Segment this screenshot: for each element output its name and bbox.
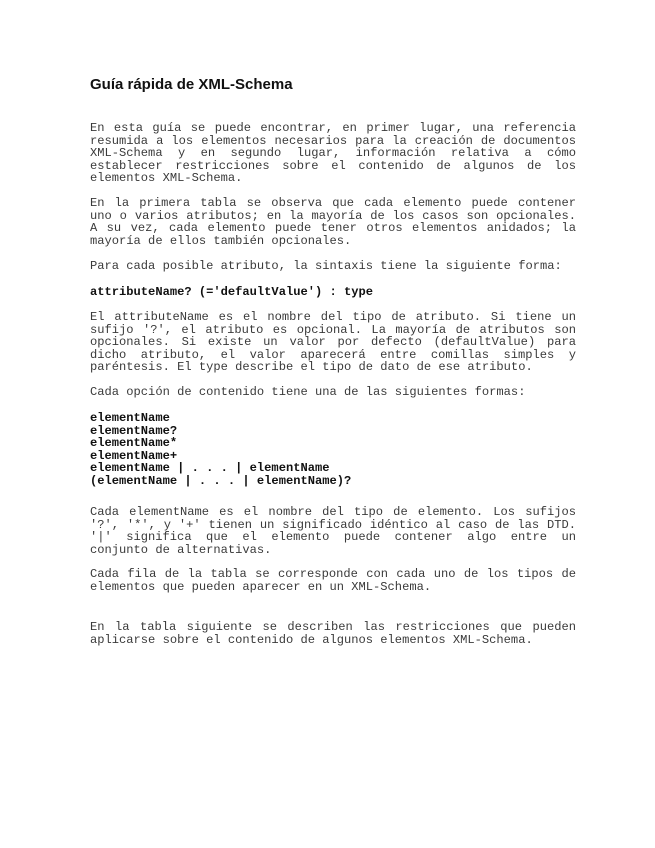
text-line: Cada fila de la tabla se corresponde con cada uno de los tipos de xyxy=(90,567,576,581)
text-line: XML-Schema y en segundo lugar, información relativa a cómo xyxy=(90,146,576,160)
text-line: Para cada posible atributo, la sintaxis tiene la siguiente forma: xyxy=(90,259,562,273)
text-line: Cada opción de contenido tiene una de las siguientes formas: xyxy=(90,385,526,399)
paragraph-attribute-description xyxy=(90,311,576,374)
text-line: uno o varios atributos; en la mayoría de los casos son opcionales. xyxy=(90,208,576,223)
text-line: mayoría de ellos también opcionales. xyxy=(90,233,352,248)
paragraph-restrictions xyxy=(90,621,576,646)
text-line: sufijo '?', el atributo es opcional. La mayoría de atributos son xyxy=(90,322,576,337)
text-line: elementos que pueden aparecer en un XML-Schema. xyxy=(90,579,432,594)
text-line: A su vez, cada elemento puede tener otros elementos anidados; la xyxy=(90,221,576,235)
paragraph-table-rows xyxy=(90,568,576,593)
text-line: elementos XML-Schema. xyxy=(90,171,243,185)
text-line: attributeName? (='defaultValue') : type xyxy=(90,285,374,299)
paragraph-element-name xyxy=(90,506,576,556)
text-line: elementName* xyxy=(90,436,178,450)
text-line: elementName xyxy=(90,411,170,425)
paragraph-attribute-syntax xyxy=(90,260,576,273)
text-line: dicho atributo, el valor aparecerá entre comillas simples y xyxy=(90,347,576,362)
text-line: resumida a los elementos necesarios para la creación de documentos xyxy=(90,133,576,148)
code-content-forms xyxy=(90,412,576,487)
text-line: conjunto de alternativas. xyxy=(90,542,272,557)
paragraph-intro xyxy=(90,122,576,185)
text-line: '|' significa que el elemento puede contener algo entre un xyxy=(90,530,576,544)
text-line: opcionales. Si existe un valor por defecto (defaultValue) para xyxy=(90,335,576,349)
text-line: En la primera tabla se observa que cada elemento puede contener xyxy=(90,196,576,210)
page-title: Guía rápida de XML-Schema xyxy=(90,76,293,93)
text-line: En esta guía se puede encontrar, en primer lugar, una referencia xyxy=(90,121,576,135)
text-line: aplicarse sobre el contenido de algunos elementos XML-Schema. xyxy=(90,632,533,647)
code-attribute-syntax xyxy=(90,286,576,299)
text-line: elementName | . . . | elementName xyxy=(90,461,330,475)
text-line: elementName+ xyxy=(90,448,178,463)
text-line: elementName? xyxy=(90,423,178,438)
paragraph-first-table xyxy=(90,197,576,247)
text-line: '?', '*', y '+' tienen un significado idéntico al caso de las DTD. xyxy=(90,517,576,532)
text-line: establecer restricciones sobre el contenido de algunos de los xyxy=(90,158,576,173)
paragraph-content-options xyxy=(90,386,576,399)
text-line: El attributeName es el nombre del tipo de atributo. Si tiene un xyxy=(90,310,576,324)
text-line: (elementName | . . . | elementName)? xyxy=(90,473,352,488)
text-line: paréntesis. El type describe el tipo de dato de ese atributo. xyxy=(90,360,533,374)
text-line: Cada elementName es el nombre del tipo de elemento. Los sufijos xyxy=(90,505,576,519)
text-line: En la tabla siguiente se describen las restricciones que pueden xyxy=(90,620,576,634)
